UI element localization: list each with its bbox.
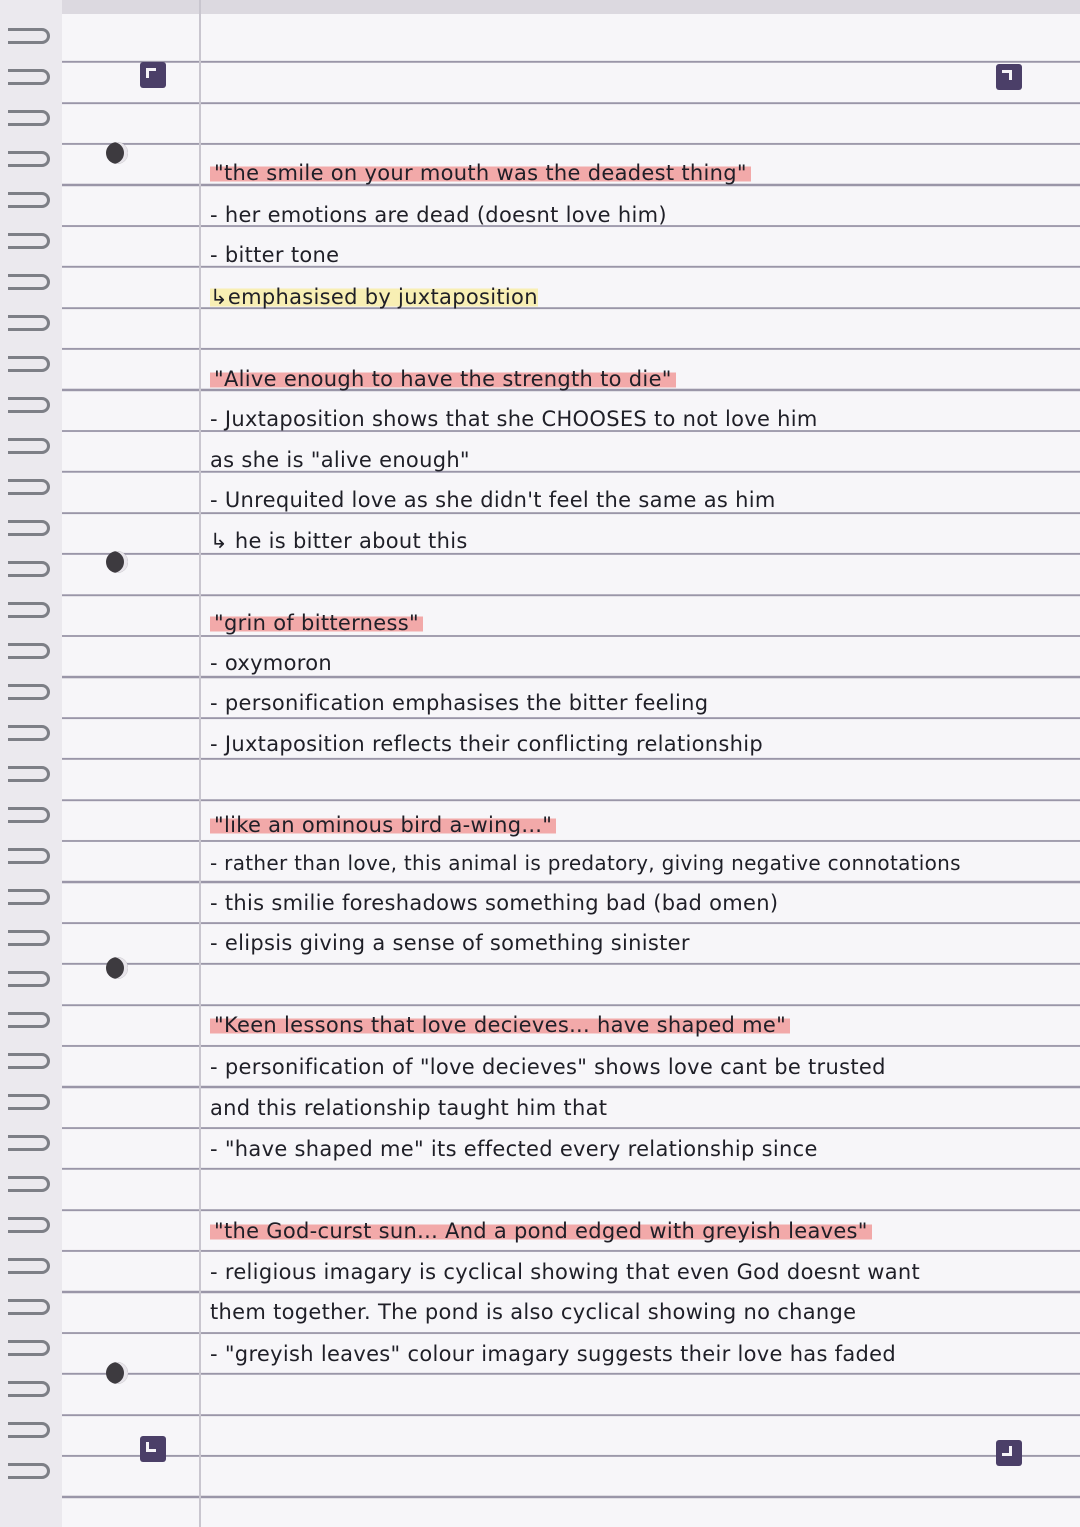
note-line: as she is "alive enough"	[210, 448, 470, 472]
spiral-coil	[8, 1176, 50, 1192]
spiral-coil	[8, 315, 50, 331]
note-line: - personification of "love decieves" shows love cant be trusted	[210, 1055, 886, 1079]
spiral-coil	[8, 438, 50, 454]
spiral-coil	[8, 1463, 50, 1479]
note-line: them together. The pond is also cyclical showing no change	[210, 1300, 857, 1324]
spiral-coil	[8, 110, 50, 126]
spiral-coil	[8, 1217, 50, 1233]
spiral-coil	[8, 807, 50, 823]
spiral-binding	[0, 0, 62, 1527]
spiral-coil	[8, 1053, 50, 1069]
spiral-coil	[8, 520, 50, 536]
corner-marker-icon	[140, 1436, 166, 1462]
note-line: - religious imagary is cyclical showing that even God doesnt want	[210, 1260, 921, 1284]
spiral-coil	[8, 971, 50, 987]
note-line: - Juxtaposition shows that she CHOOSES to not love him	[210, 407, 818, 431]
spiral-coil	[8, 1422, 50, 1438]
note-line: - "greyish leaves" colour imagary suggests their love has faded	[210, 1342, 897, 1366]
corner-marker-icon	[140, 62, 166, 88]
spiral-coil	[8, 684, 50, 700]
spiral-coil	[8, 397, 50, 413]
corner-marker-icon	[996, 64, 1022, 90]
page-top-edge	[0, 0, 1080, 14]
note-line: - Juxtaposition reflects their conflicting relationship	[210, 732, 764, 756]
spiral-coil	[8, 69, 50, 85]
quote-line: "grin of bitterness"	[210, 606, 423, 640]
spiral-coil	[8, 192, 50, 208]
spiral-coil	[8, 1299, 50, 1315]
spiral-coil	[8, 151, 50, 167]
spiral-coil	[8, 1094, 50, 1110]
spiral-coil	[8, 356, 50, 372]
margin-line	[199, 0, 201, 1527]
spiral-coil	[8, 930, 50, 946]
note-line: - rather than love, this animal is predatory, giving negative connotations	[210, 851, 961, 875]
spiral-coil	[8, 1340, 50, 1356]
punch-hole	[106, 551, 128, 573]
note-line: - Unrequited love as she didn't feel the same as him	[210, 488, 776, 512]
punch-hole	[106, 1362, 128, 1384]
spiral-coil	[8, 233, 50, 249]
quote-line: "the smile on your mouth was the deadest thing"	[210, 156, 751, 190]
note-line: ↳ he is bitter about this	[210, 529, 468, 553]
punch-hole	[106, 142, 128, 164]
note-line: - bitter tone	[210, 243, 340, 267]
spiral-coil	[8, 1381, 50, 1397]
spiral-coil	[8, 848, 50, 864]
spiral-coil	[8, 889, 50, 905]
spiral-coil	[8, 602, 50, 618]
note-line: and this relationship taught him that	[210, 1096, 608, 1120]
note-line: - her emotions are dead (doesnt love him)	[210, 203, 667, 227]
note-line: - this smilie foreshadows something bad (bad omen)	[210, 891, 779, 915]
spiral-coil	[8, 725, 50, 741]
note-line: ↳emphasised by juxtaposition	[210, 285, 538, 309]
spiral-coil	[8, 479, 50, 495]
spiral-coil	[8, 1135, 50, 1151]
note-line: - "have shaped me" its effected every relationship since	[210, 1137, 818, 1161]
note-line: - elipsis giving a sense of something sinister	[210, 931, 690, 955]
quote-line: "the God-curst sun... And a pond edged with greyish leaves"	[210, 1214, 872, 1248]
quote-line: "like an ominous bird a-wing..."	[210, 808, 556, 842]
quote-line: "Keen lessons that love decieves... have shaped me"	[210, 1008, 790, 1042]
quote-line: "Alive enough to have the strength to die"	[210, 362, 676, 396]
note-line: - oxymoron	[210, 651, 332, 675]
spiral-coil	[8, 274, 50, 290]
corner-marker-icon	[996, 1440, 1022, 1466]
spiral-coil	[8, 1258, 50, 1274]
spiral-coil	[8, 643, 50, 659]
spiral-coil	[8, 561, 50, 577]
note-line: - personification emphasises the bitter feeling	[210, 691, 709, 715]
spiral-coil	[8, 766, 50, 782]
spiral-coil	[8, 28, 50, 44]
spiral-coil	[8, 1012, 50, 1028]
punch-hole	[106, 957, 128, 979]
